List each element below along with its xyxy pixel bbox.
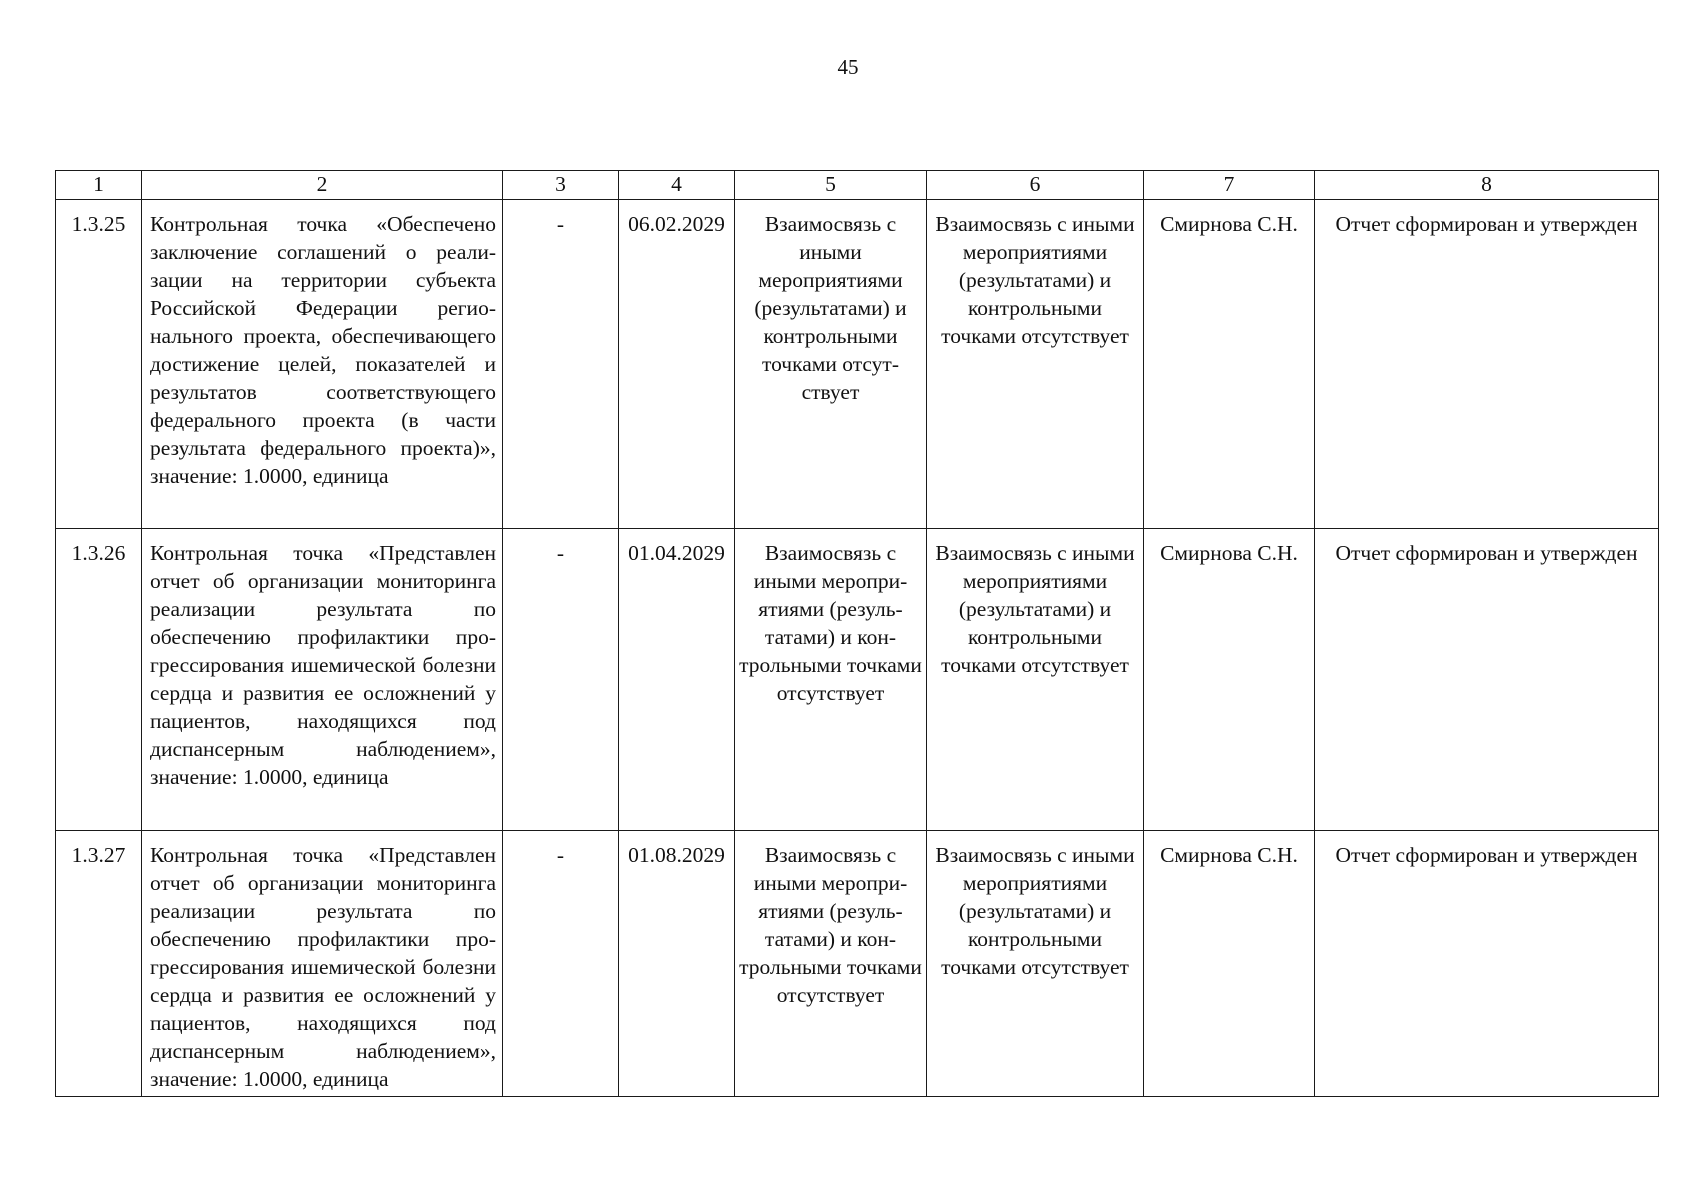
column-header: 8 [1315, 171, 1659, 200]
control-point-name: Контрольная точка «Представлен отчет об организации мониторинга реализации результата по обеспечению профилактики прогрессирования ишемической болезни сердца и развития ее осложнений у пациентов, находящихся под диспансерным наблюдением», значение: 1.0000, единица [142, 529, 503, 831]
row-number: 1.3.25 [56, 200, 142, 529]
result-cell: Отчет сформирован и утвержден [1315, 529, 1659, 831]
control-point-name: Контрольная точка «Обеспечено заключение соглашений о реализации на территории субъекта Российской Федерации регионального проекта, обеспечивающего достижение целей, показателей и результатов соответствующего федерального проекта (в части результата федерального проекта)», значение: 1.0000, единица [142, 200, 503, 529]
column-header: 7 [1144, 171, 1315, 200]
table-row [56, 200, 1659, 529]
table-row [56, 831, 1659, 1097]
column-header: 1 [56, 171, 142, 200]
result-cell: Отчет сформирован и утвержден [1315, 831, 1659, 1097]
table-header-row [56, 171, 1659, 200]
date-cell: 01.08.2029 [619, 831, 735, 1097]
date-cell: 01.04.2029 [619, 529, 735, 831]
responsible-cell: Смирнова С.Н. [1144, 831, 1315, 1097]
column-header: 4 [619, 171, 735, 200]
result-cell: Отчет сформирован и утвержден [1315, 200, 1659, 529]
dash-cell: - [503, 200, 619, 529]
row-number: 1.3.27 [56, 831, 142, 1097]
row-number: 1.3.26 [56, 529, 142, 831]
date-cell: 06.02.2029 [619, 200, 735, 529]
page-number: 45 [837, 55, 859, 79]
responsible-cell: Смирнова С.Н. [1144, 200, 1315, 529]
column-header: 2 [142, 171, 503, 200]
control-point-name: Контрольная точка «Представлен отчет об организации мониторинга реализации результата по обеспечению профилактики прогрессирования ишемической болезни сердца и развития ее осложнений у пациентов, находящихся под диспансерным наблюдением», значение: 1.0000, единица [142, 831, 503, 1097]
column-header: 5 [735, 171, 927, 200]
relation-cell: Взаимосвязь с иными мероприятиями (результатами) и контрольными точками отсутствует [735, 200, 927, 529]
dash-cell: - [503, 831, 619, 1097]
relation-cell: Взаимосвязь с иными мероприятиями (результатами) и контрольными точками отсутствует [735, 529, 927, 831]
table-row [56, 529, 1659, 831]
dash-cell: - [503, 529, 619, 831]
relation-cell: Взаимосвязь с иными мероприятиями (результатами) и контрольными точками отсутствует [927, 200, 1144, 529]
relation-cell: Взаимосвязь с иными мероприятиями (результатами) и контрольными точками отсутствует [735, 831, 927, 1097]
control-points-table [55, 170, 1659, 1097]
column-header: 3 [503, 171, 619, 200]
relation-cell: Взаимосвязь с иными мероприятиями (результатами) и контрольными точками отсутствует [927, 831, 1144, 1097]
relation-cell: Взаимосвязь с иными мероприятиями (результатами) и контрольными точками отсутствует [927, 529, 1144, 831]
column-header: 6 [927, 171, 1144, 200]
responsible-cell: Смирнова С.Н. [1144, 529, 1315, 831]
